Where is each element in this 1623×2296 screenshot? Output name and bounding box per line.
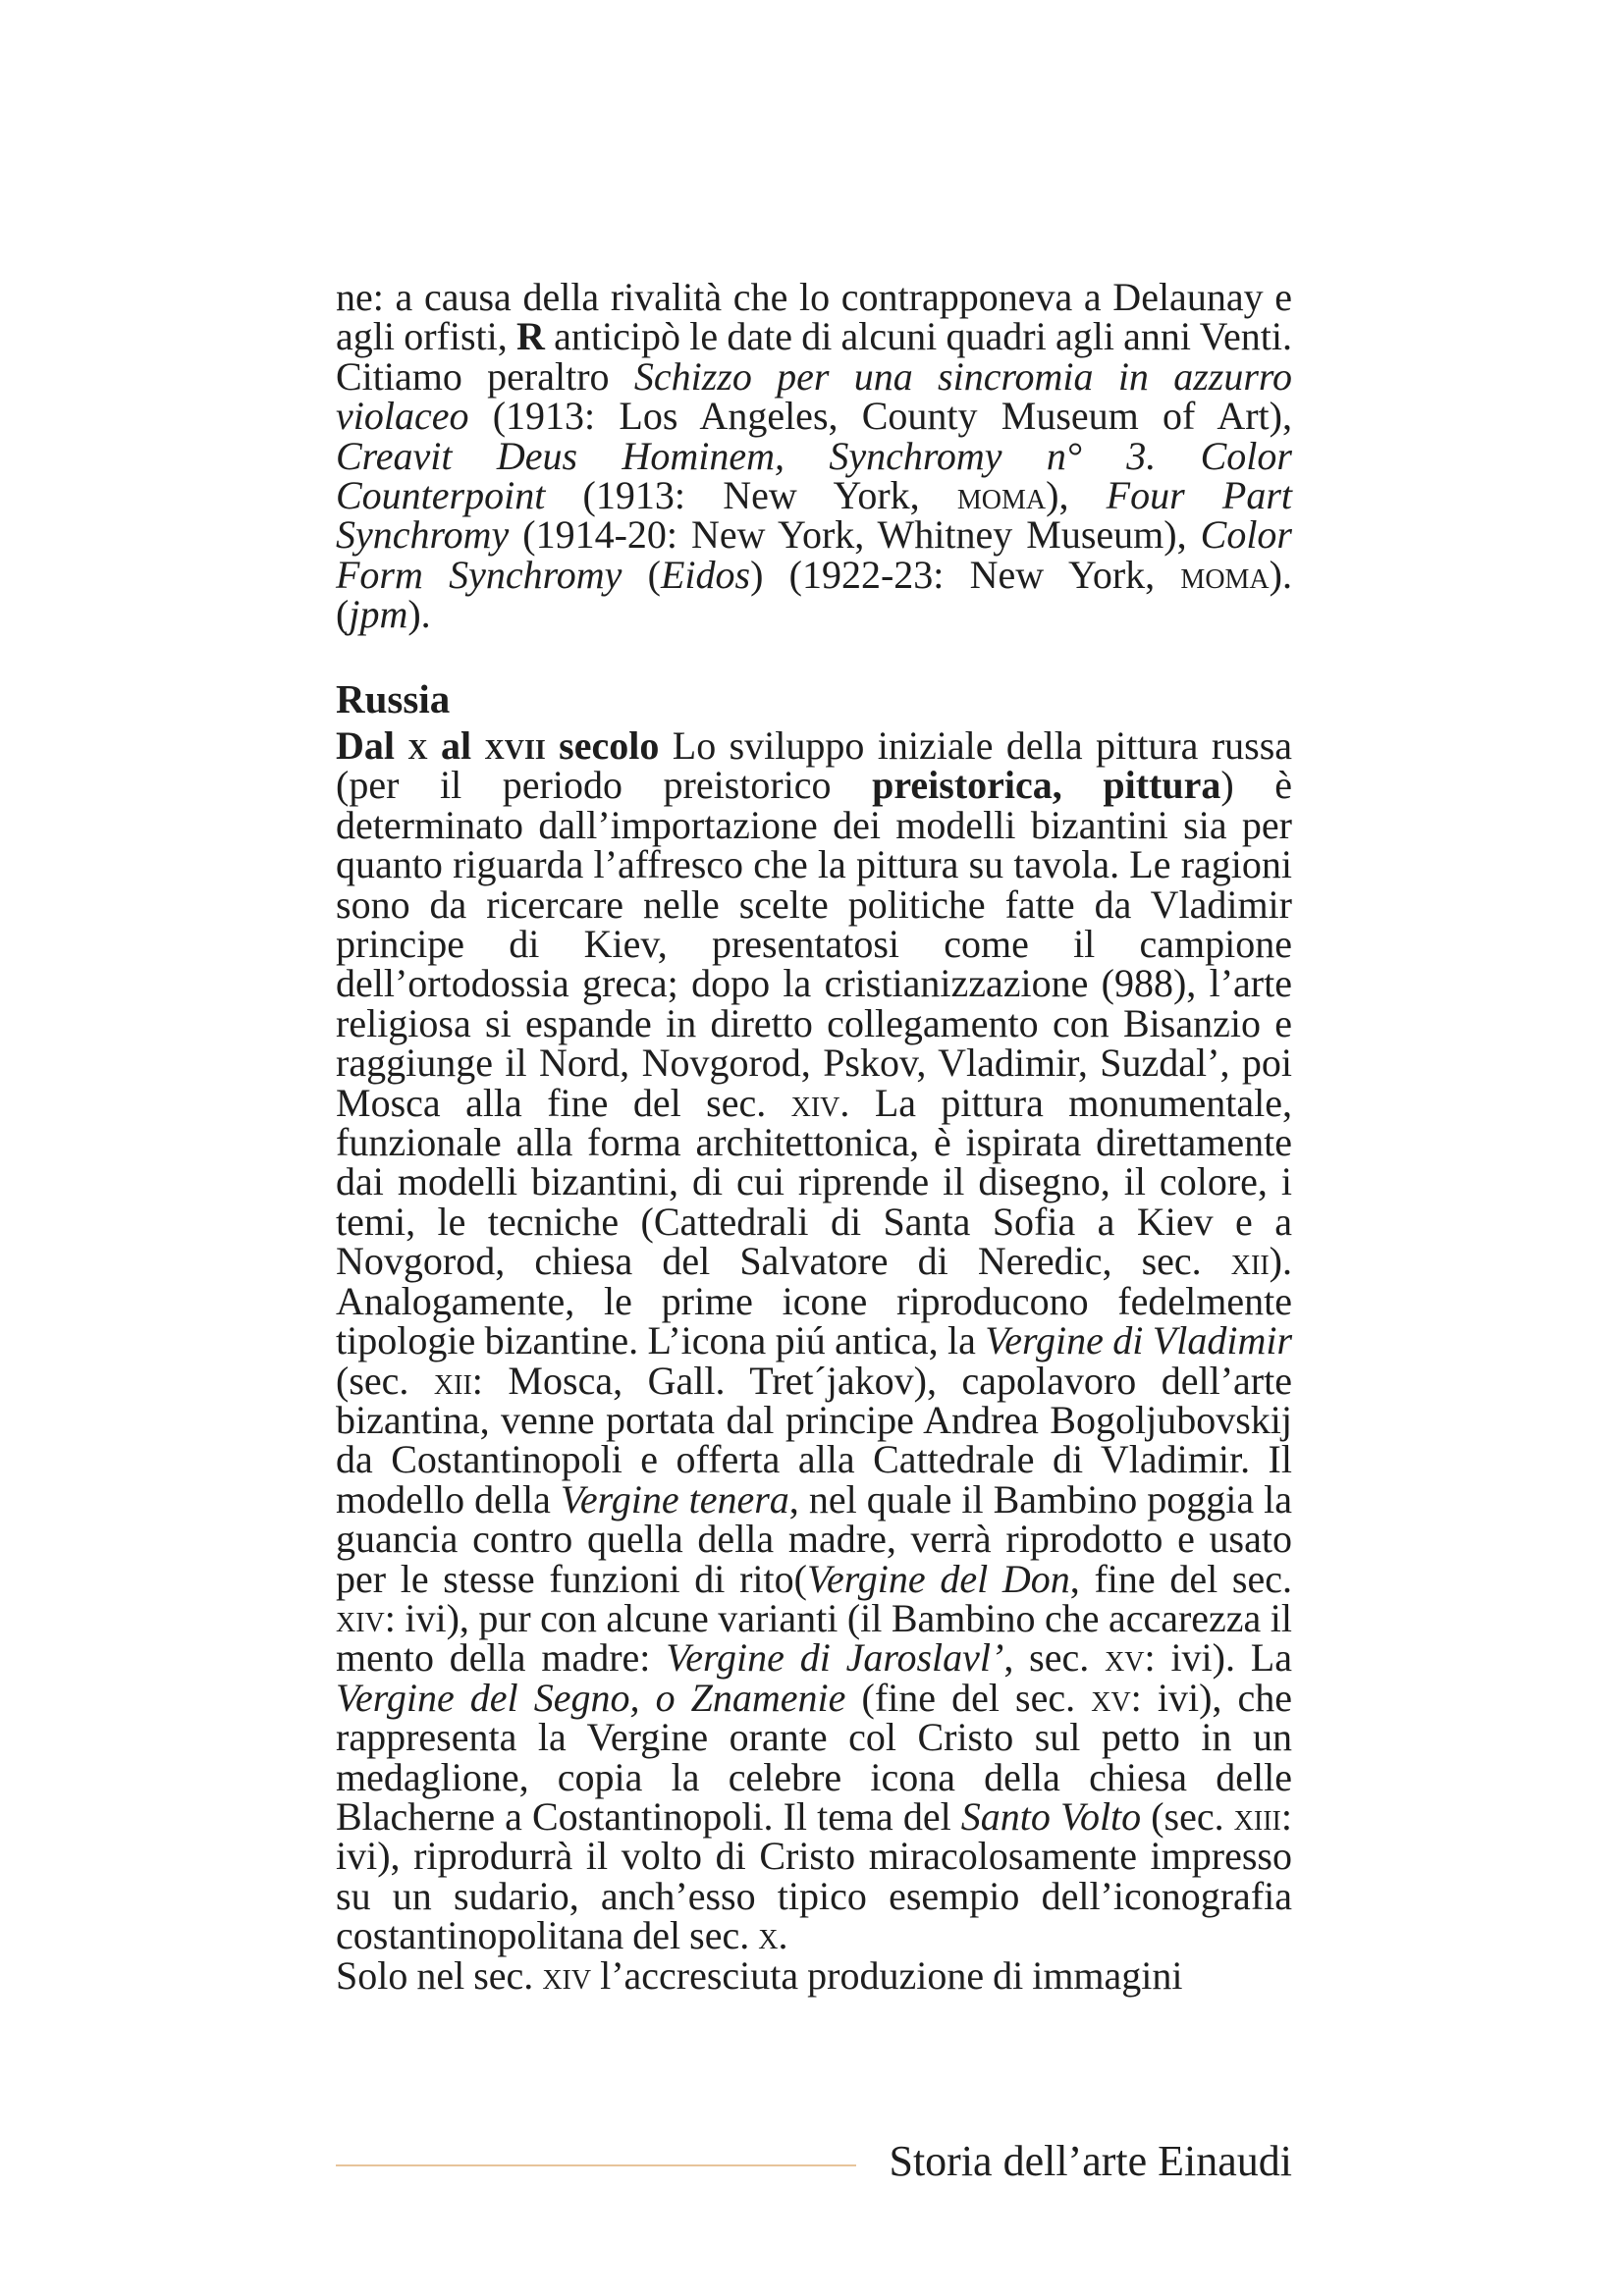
author-initials: jpm — [349, 592, 408, 637]
museum-abbreviation: moma — [1180, 552, 1270, 597]
text-run: anticipò le date di alcuni quadri agli anni Venti. Citiamo peraltro — [336, 314, 1292, 399]
footer-rule — [336, 2164, 856, 2166]
intro-text — [336, 275, 1293, 637]
century-numeral: xiii — [1233, 1793, 1281, 1839]
century-numeral: xiv — [336, 1595, 385, 1640]
artwork-title: Vergine del Don — [806, 1556, 1070, 1601]
text-run: Solo nel sec. — [336, 1952, 543, 1998]
text-run: al — [427, 723, 485, 768]
intro-paragraph — [336, 275, 1293, 637]
text-run: , sec. — [1003, 1635, 1106, 1681]
text-run: (fine del sec. — [845, 1675, 1092, 1720]
century-numeral: xv — [1105, 1635, 1145, 1681]
century-numeral: xiv — [542, 1952, 592, 1998]
text-run: ). Analogamente, le prime icone riproducono fedelmente tipologie bizantine. L’icona piú antica, la — [336, 1239, 1292, 1363]
text-run: , fine del sec. — [1069, 1556, 1292, 1601]
text-run: ) (1922-23: New York, — [750, 552, 1181, 597]
text-run: . La pittura monumentale, funzionale alla forma architettonica, è ispirata direttamente dai modelli bizantini, di cui riprende il disegno, il colore, i temi, le tecniche (Cattedrali di Santa Sofia a Kiev e a Novgorod, chiesa del Salvatore di Neredic, sec. — [336, 1080, 1292, 1284]
subsection-label — [336, 723, 659, 768]
text-run: secolo — [545, 723, 660, 768]
text-run: , nel quale il Bambino poggia la guancia contro quella della madre, verrà riprodotto e usato per le stesse funzioni di rito( — [336, 1476, 1293, 1601]
century-numeral: xv — [1091, 1675, 1131, 1720]
section-heading: Russia — [336, 676, 451, 721]
text-run: : ivi). La — [1144, 1635, 1292, 1681]
text-run: ). — [407, 592, 431, 637]
artwork-title: Color Form Synchromy — [336, 512, 1292, 597]
century-numeral: x — [758, 1913, 779, 1958]
century-numeral: xii — [433, 1358, 472, 1403]
artwork-title: Vergine di Jaroslavl’ — [666, 1635, 1004, 1681]
text-run: ) è determinato dall’importazione dei modelli bizantini sia per quanto riguarda l’affresco che la pittura su tavola. Le ragioni sono da ricercare nelle scelte politiche fatte da Vladimir principe di Kiev, presentatosi come il campione dell’ortodossia greca; dopo la cristianizzazione (988), l’arte religiosa si espande in diretto collegamento con Bisanzio e raggiunge il Nord, Novgorod, Pskov, Vladimir, Suzdal’, poi Mosca alla fine del sec. — [336, 763, 1292, 1125]
russia-section-body — [336, 723, 1293, 1998]
text-run: (1913: New York, — [545, 473, 957, 518]
text-run: (sec. — [336, 1358, 434, 1403]
artwork-title: Eidos — [660, 552, 751, 597]
artwork-title: Vergine tenera — [560, 1476, 789, 1522]
text-run: : ivi), che rappresenta la Vergine orante col Cristo sul petto in un medaglione, copia la celebre icona della chiesa delle Blacherne a Costantinopoli. Il tema del — [336, 1675, 1293, 1839]
footer-title: Storia dell’arte Einaudi — [889, 2137, 1292, 2185]
entry-abbreviation: R — [516, 314, 545, 359]
century-numeral: xiv — [790, 1080, 840, 1125]
continuation-paragraph — [336, 1952, 1292, 1998]
artwork-title: Schizzo per una sincromia in azzurro violaceo — [336, 353, 1293, 439]
text-run: Dal — [336, 723, 408, 768]
russia-paragraph — [336, 723, 1293, 1958]
text-run: Lo sviluppo iniziale della pittura russa (per il periodo preistorico — [336, 723, 1293, 808]
text-run: (1914-20: New York, Whitney Museum), — [509, 512, 1201, 558]
artwork-title: Vergine del Segno, o Znamenie — [336, 1675, 846, 1720]
text-run: : Mosca, Gall. Tret´jakov), capolavoro dell’arte bizantina, venne portata dal principe Andrea Bogoljubovskij da Costantinopoli e offerta alla Cattedrale di Vladimir. Il modello della — [336, 1358, 1292, 1522]
artwork-title: Creavit Deus Hominem, Synchromy n° 3. Color Counterpoint — [336, 433, 1292, 518]
text-run: . — [778, 1913, 788, 1958]
text-run: l’accresciuta produzione di immagini — [591, 1952, 1183, 1998]
artwork-title: Santo Volto — [960, 1793, 1142, 1839]
text-run: ), — [1046, 473, 1107, 518]
century-numeral: x — [407, 723, 428, 768]
text-run: ( — [622, 552, 661, 597]
century-numeral: xvii — [484, 723, 546, 768]
text-run: : ivi), riprodurrà il volto di Cristo miracolosamente impresso su un sudario, anch’esso tipico esempio dell’iconografia costantinopolitana del sec. — [336, 1793, 1292, 1958]
text-run: ). ( — [336, 552, 1292, 637]
text-run: ne: a causa della rivalità che lo contrapponeva a Delaunay e agli orfisti, — [336, 275, 1292, 359]
artwork-title: Four Part Synchromy — [336, 473, 1292, 558]
text-run: (1913: Los Angeles, County Museum of Art), — [468, 394, 1292, 439]
cross-reference: preistorica, pittura — [872, 763, 1221, 808]
text-run: (sec. — [1141, 1793, 1234, 1839]
museum-abbreviation: moma — [956, 473, 1047, 518]
text-run: : ivi), pur con alcune varianti (il Bambino che accarezza il mento della madre: — [336, 1595, 1292, 1681]
century-numeral: xii — [1230, 1239, 1270, 1284]
artwork-title: Vergine di Vladimir — [985, 1318, 1293, 1363]
